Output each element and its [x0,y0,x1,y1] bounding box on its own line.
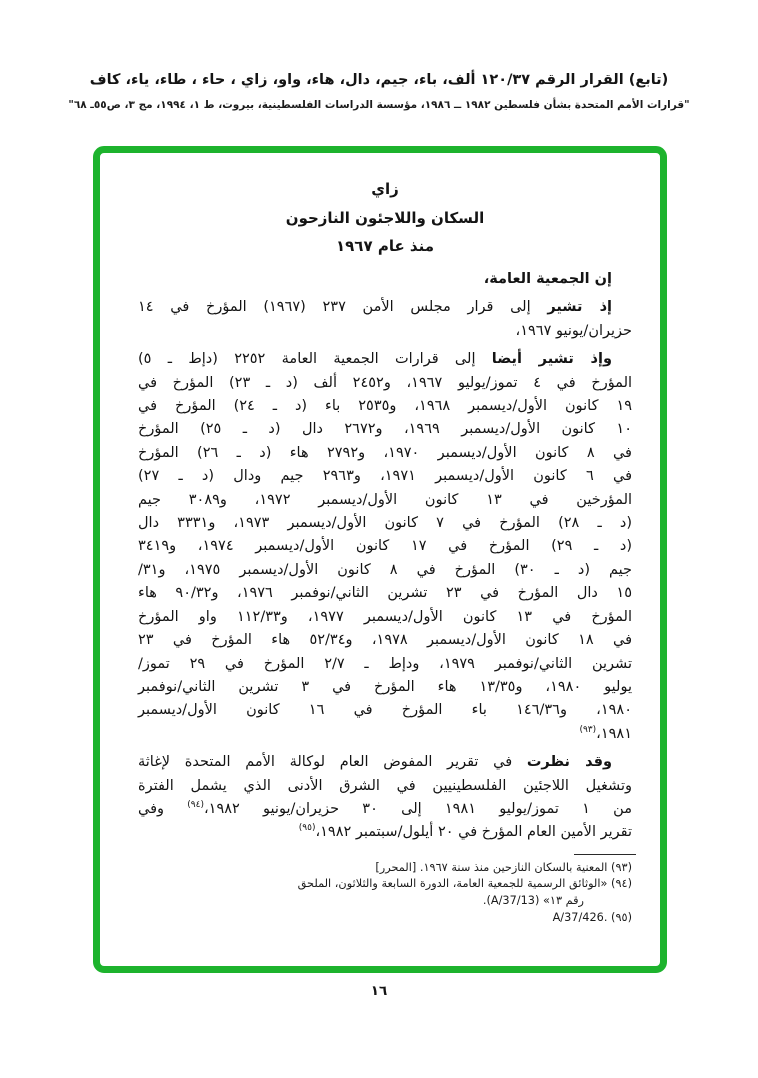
text-line: حزيران/يونيو ١٩٦٧، [515,322,632,339]
resolution-box [93,146,667,973]
footnote-separator [574,854,636,855]
text-line: ١٥ دال المؤرخ في ٢٣ تشرين الثاني/نوفمبر ١٩٧٦، و٩٠/٣٢ هاء [138,585,632,602]
text-line: (د ـ ٢٨) المؤرخ في ٧ كانون الأول/ديسمبر ١٩٧٣، و٣٣٣١ دال [138,515,632,532]
text-line: تقرير الأمين العام المؤرخ في ٢٠ أيلول/سبتمبر ١٩٨٢،$^{(٩٥)}$ [298,823,632,841]
page-header [0,0,758,112]
text-line: جيم (د ـ ٣٠) المؤرخ في ٨ كانون الأول/ديسمبر ١٩٧٥، و٣١/ [138,561,633,578]
section-period-heading: منذ عام ١٩٦٧ [335,237,435,255]
page-number: ١٦ [370,983,388,999]
footnote-line: رقم ١٣» (A/37/13). [482,893,584,907]
text-line: المؤرخ في ٤ تموز/يوليو ١٩٦٧، و٢٤٥٢ ألف (د ـ ٢٣) المؤرخ في [138,374,633,391]
header-source-citation: "قرارات الأمم المتحدة بشأن فلسطين ١٩٨٢ ــ ١٩٨٦، مؤسسة الدراسات الفلسطينية، بيروت، ط ١، ١٩٩٤، مج ٣، ص٥٥ـ ٦٨" [68,99,690,111]
section-letter-heading: زاي [371,180,399,198]
text-line: من ١ تموز/يوليو ١٩٨١ إلى ٣٠ حزيران/يونيو ١٩٨٢،$^{(٩٤)}$ وفي [138,799,632,817]
text-line: ١٠ كانون الأول/ديسمبر ١٩٦٩، و٢٦٧٢ دال (د ـ ٢٥) المؤرخ [138,421,632,438]
footnote-line: (٩٥) A/37/426. [552,910,632,924]
paragraph [138,348,632,746]
section-title-heading: السكان واللاجئون النازحون [285,209,485,227]
paragraph [138,296,632,343]
paragraph [138,268,632,291]
footnote-line: (٩٣) المعنية بالسكان النازحين منذ سنة ١٩٦٧. [المحرر] [375,860,632,874]
text-line: ١٩٨٠، و١٤٦/٣٦ باء المؤرخ في ١٦ كانون الأول/ديسمبر [138,702,632,719]
header-resolution-title: (تابع) القرار الرقم ١٢٠/٣٧ ألف، باء، جيم، دال، هاء، واو، زاي ، حاء ، طاء، ياء، كاف [89,72,669,88]
text-line: المؤرخين في ١٣ كانون الأول/ديسمبر ١٩٧٢، و٣٠٨٩ جيم [138,491,633,508]
text-line: ١٩ كانون الأول/ديسمبر ١٩٦٨، و٢٥٣٥ باء (د ـ ٢٤) المؤرخ في [138,398,633,415]
footnote-line: (٩٤) «الوثائق الرسمية للجمعية العامة، الدورة السابعة والثلاثون، الملحق [297,877,632,891]
text-line: في ١٨ كانون الأول/ديسمبر ١٩٧٨، و٥٢/٣٤ هاء المؤرخ في ٢٣ [138,632,632,649]
text-line: يوليو ١٩٨٠، و١٣/٣٥ هاء المؤرخ في ٣ تشرين الثاني/نوفمبر [138,678,632,695]
text-line: إذ تشير إلى قرار مجلس الأمن ٢٣٧ (١٩٦٧) المؤرخ في ١٤ [138,299,612,316]
text-line: وإذ تشير أيضا إلى قرارات الجمعية العامة ٢٢٥٢ (دإط ـ ٥) [138,351,612,368]
text-line: وتشغيل اللاجئين الفلسطينيين في الشرق الأدنى الذي يشمل الفترة [138,777,632,794]
text-line: إن الجمعية العامة، [483,271,612,287]
text-line: في ٦ كانون الأول/ديسمبر ١٩٧١، و٢٩٦٣ جيم ودال (د ـ ٢٧) [138,468,632,485]
text-line: المؤرخ في ١٣ كانون الأول/ديسمبر ١٩٧٧، و١١٢/٣٣ واو المؤرخ [138,608,633,625]
text-line: في ٨ كانون الأول/ديسمبر ١٩٧٠، و٢٧٩٢ هاء (د ـ ٢٦) المؤرخ [138,444,632,461]
text-line: (د ـ ٢٩) المؤرخ في ١٧ كانون الأول/ديسمبر ١٩٧٤، و٣٤١٩ [138,538,633,555]
text-line: تشرين الثاني/نوفمبر ١٩٧٩، ودإط ـ ٢/٧ المؤرخ في ٢٩ تموز/ [138,655,633,672]
resolution-text [138,268,632,845]
footnotes-list [138,860,632,926]
paragraph [138,751,632,845]
text-line: ١٩٨١،$^{(٩٣)}$ [579,724,632,742]
text-line: وقد نظرت في تقرير المفوض العام لوكالة الأمم المتحدة لإغاثة [138,754,613,771]
